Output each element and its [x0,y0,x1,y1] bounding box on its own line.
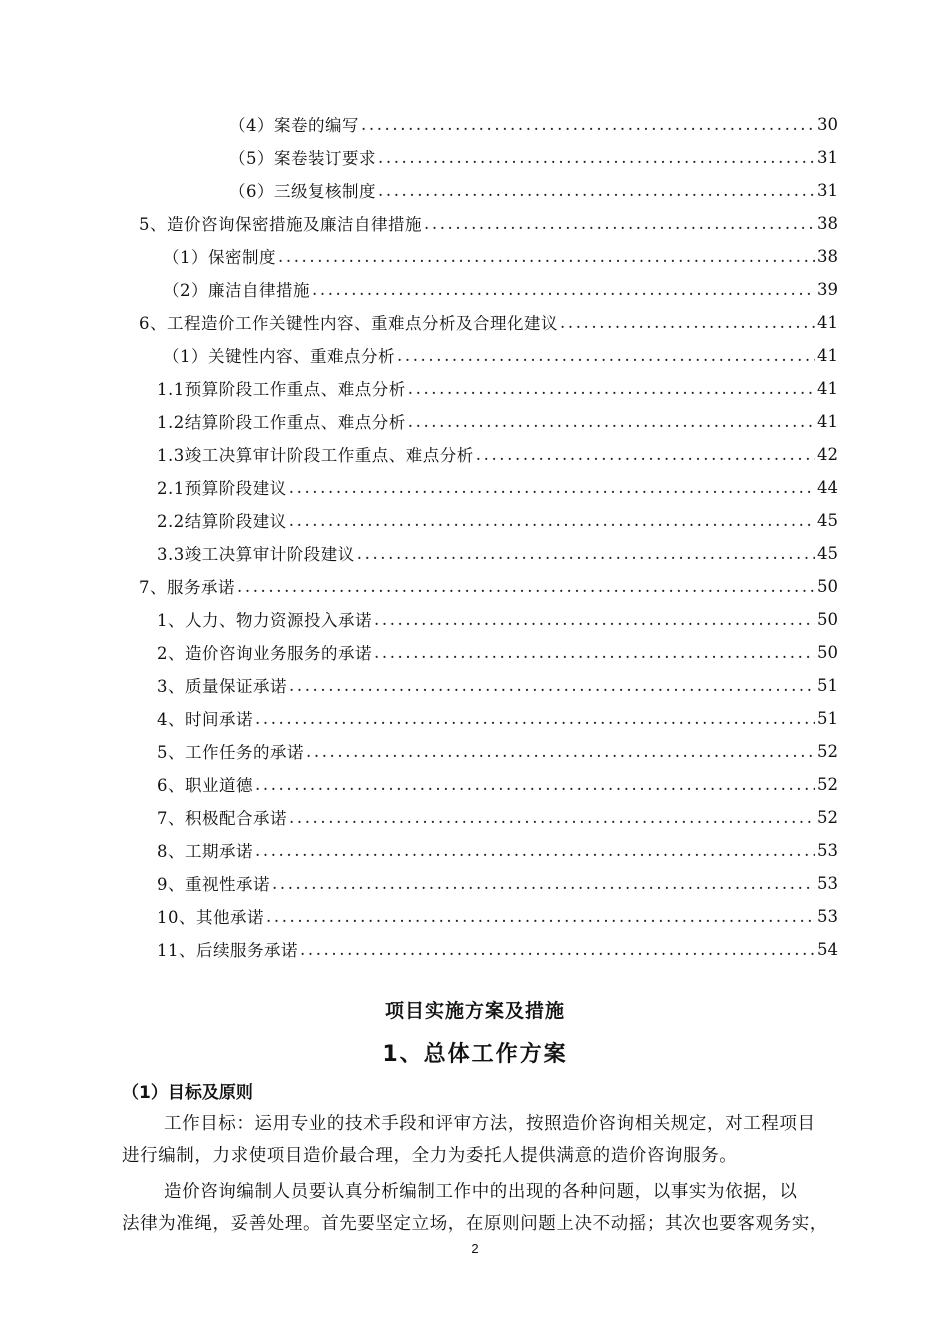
toc-leader-dots [424,214,815,233]
toc-entry-page: 30 [817,114,838,134]
toc-entry-page: 42 [817,444,838,464]
toc-entry-label: 3.3竣工决算审计阶段建议 [157,545,355,564]
toc-leader-dots [378,181,815,200]
toc-leader-dots [560,313,815,332]
toc-entry[interactable] [157,406,838,436]
toc-entry-page: 44 [817,477,838,497]
toc-entry-page: 54 [817,939,838,959]
toc-entry-page: 31 [817,180,838,200]
toc-entry[interactable] [139,307,838,337]
toc-entry-label: （5）案卷装订要求 [229,149,376,168]
toc-leader-dots [255,841,815,860]
toc-entry-label: 4、时间承诺 [157,710,253,729]
toc-entry[interactable] [139,571,838,601]
toc-entry-label: 6、职业道德 [157,776,253,795]
toc-leader-dots [272,874,815,893]
toc-leader-dots [266,907,815,926]
toc-entry[interactable] [157,901,838,931]
toc-entry[interactable] [157,373,838,403]
toc-leader-dots [397,346,815,365]
page-number: 2 [471,1241,479,1256]
section-heading: 1、总体工作方案 [382,1042,568,1067]
toc-entry[interactable] [157,835,838,865]
toc-leader-dots [306,742,815,761]
toc-entry[interactable] [157,637,838,667]
toc-entry-page: 50 [817,642,838,662]
toc-leader-dots [300,940,815,959]
toc-entry-label: （1）保密制度 [163,248,276,267]
toc-entry-label: 9、重视性承诺 [157,875,270,894]
toc-entry-label: 5、造价咨询保密措施及廉洁自律措施 [139,215,422,234]
toc-entry-page: 38 [817,246,838,266]
toc-entry-page: 51 [817,675,838,695]
toc-entry-page: 53 [817,873,838,893]
toc-leader-dots [374,610,815,629]
toc-leader-dots [255,709,815,728]
toc-leader-dots [237,577,815,596]
toc-entry[interactable] [157,934,838,964]
toc-entry[interactable] [229,142,838,172]
toc-entry-label: 7、积极配合承诺 [157,809,287,828]
toc-leader-dots [289,808,815,827]
toc-entry-label: （4）案卷的编写 [229,116,359,135]
toc-entry[interactable] [157,736,838,766]
toc-entry-label: （6）三级复核制度 [229,182,376,201]
toc-entry-page: 50 [817,609,838,629]
toc-entry-label: 7、服务承诺 [139,578,235,597]
toc-entry[interactable] [157,670,838,700]
toc-entry-page: 53 [817,906,838,926]
toc-entry-label: 1.1预算阶段工作重点、难点分析 [157,380,406,399]
toc-entry-label: 2.2结算阶段建议 [157,512,287,531]
toc-entry-page: 41 [817,312,838,332]
toc-entry[interactable] [163,274,838,304]
paragraph-line: 工作目标：运用专业的技术手段和评审方法，按照造价咨询相关规定，对工程项目 [164,1114,816,1134]
toc-leader-dots [255,775,815,794]
toc-entry[interactable] [229,175,838,205]
toc-leader-dots [476,445,815,464]
toc-leader-dots [378,148,815,167]
toc-entry-page: 31 [817,147,838,167]
toc-entry[interactable] [157,472,838,502]
toc-leader-dots [357,544,815,563]
toc-entry[interactable] [229,109,838,139]
toc-entry-label: 6、工程造价工作关键性内容、重难点分析及合理化建议 [139,314,558,333]
toc-leader-dots [289,511,815,530]
toc-entry-page: 52 [817,741,838,761]
toc-entry-label: （2）廉洁自律措施 [163,281,310,300]
paragraph-line: 进行编制，力求使项目造价最合理，全力为委托人提供满意的造价咨询服务。 [122,1146,738,1166]
toc-leader-dots [312,280,815,299]
subsection-heading: （1）目标及原则 [122,1083,253,1103]
toc-leader-dots [408,379,815,398]
toc-entry[interactable] [139,208,838,238]
toc-entry[interactable] [157,505,838,535]
toc-entry[interactable] [157,769,838,799]
toc-entry-label: 1、人力、物力资源投入承诺 [157,611,372,630]
toc-entry[interactable] [157,439,838,469]
paragraph-line: 造价咨询编制人员要认真分析编制工作中的出现的各种问题，以事实为依据，以 [164,1182,798,1202]
toc-entry-label: 10、其他承诺 [157,908,264,927]
toc-entry-page: 52 [817,774,838,794]
toc-entry-page: 39 [817,279,838,299]
toc-entry[interactable] [157,703,838,733]
toc-entry-label: 11、后续服务承诺 [157,941,298,960]
toc-entry-page: 41 [817,378,838,398]
toc-entry-page: 52 [817,807,838,827]
toc-entry[interactable] [163,340,838,370]
toc-entry-page: 45 [817,543,838,563]
toc-entry-page: 38 [817,213,838,233]
toc-entry-page: 53 [817,840,838,860]
toc-entry[interactable] [157,538,838,568]
toc-entry[interactable] [157,802,838,832]
toc-leader-dots [289,676,815,695]
toc-entry-page: 50 [817,576,838,596]
chapter-heading: 项目实施方案及措施 [384,1000,565,1022]
toc-entry-label: 2.1预算阶段建议 [157,479,287,498]
toc-entry[interactable] [163,241,838,271]
toc-entry-page: 41 [817,411,838,431]
toc-entry-label: 2、造价咨询业务服务的承诺 [157,644,372,663]
toc-leader-dots [408,412,815,431]
toc-leader-dots [289,478,815,497]
toc-entry[interactable] [157,604,838,634]
toc-entry-page: 41 [817,345,838,365]
toc-entry-label: 3、质量保证承诺 [157,677,287,696]
paragraph-line: 法律为准绳，妥善处理。首先要坚定立场，在原则问题上决不动摇；其次也要客观务实， [122,1214,828,1234]
toc-entry-label: 1.3竣工决算审计阶段工作重点、难点分析 [157,446,474,465]
toc-entry-label: （1）关键性内容、重难点分析 [163,347,395,366]
toc-entry-label: 1.2结算阶段工作重点、难点分析 [157,413,406,432]
toc-leader-dots [361,115,815,134]
toc-entry-label: 8、工期承诺 [157,842,253,861]
toc-leader-dots [374,643,815,662]
toc-entry[interactable] [157,868,838,898]
toc-leader-dots [278,247,815,266]
toc-entry-page: 51 [817,708,838,728]
toc-entry-label: 5、工作任务的承诺 [157,743,304,762]
toc-entry-page: 45 [817,510,838,530]
